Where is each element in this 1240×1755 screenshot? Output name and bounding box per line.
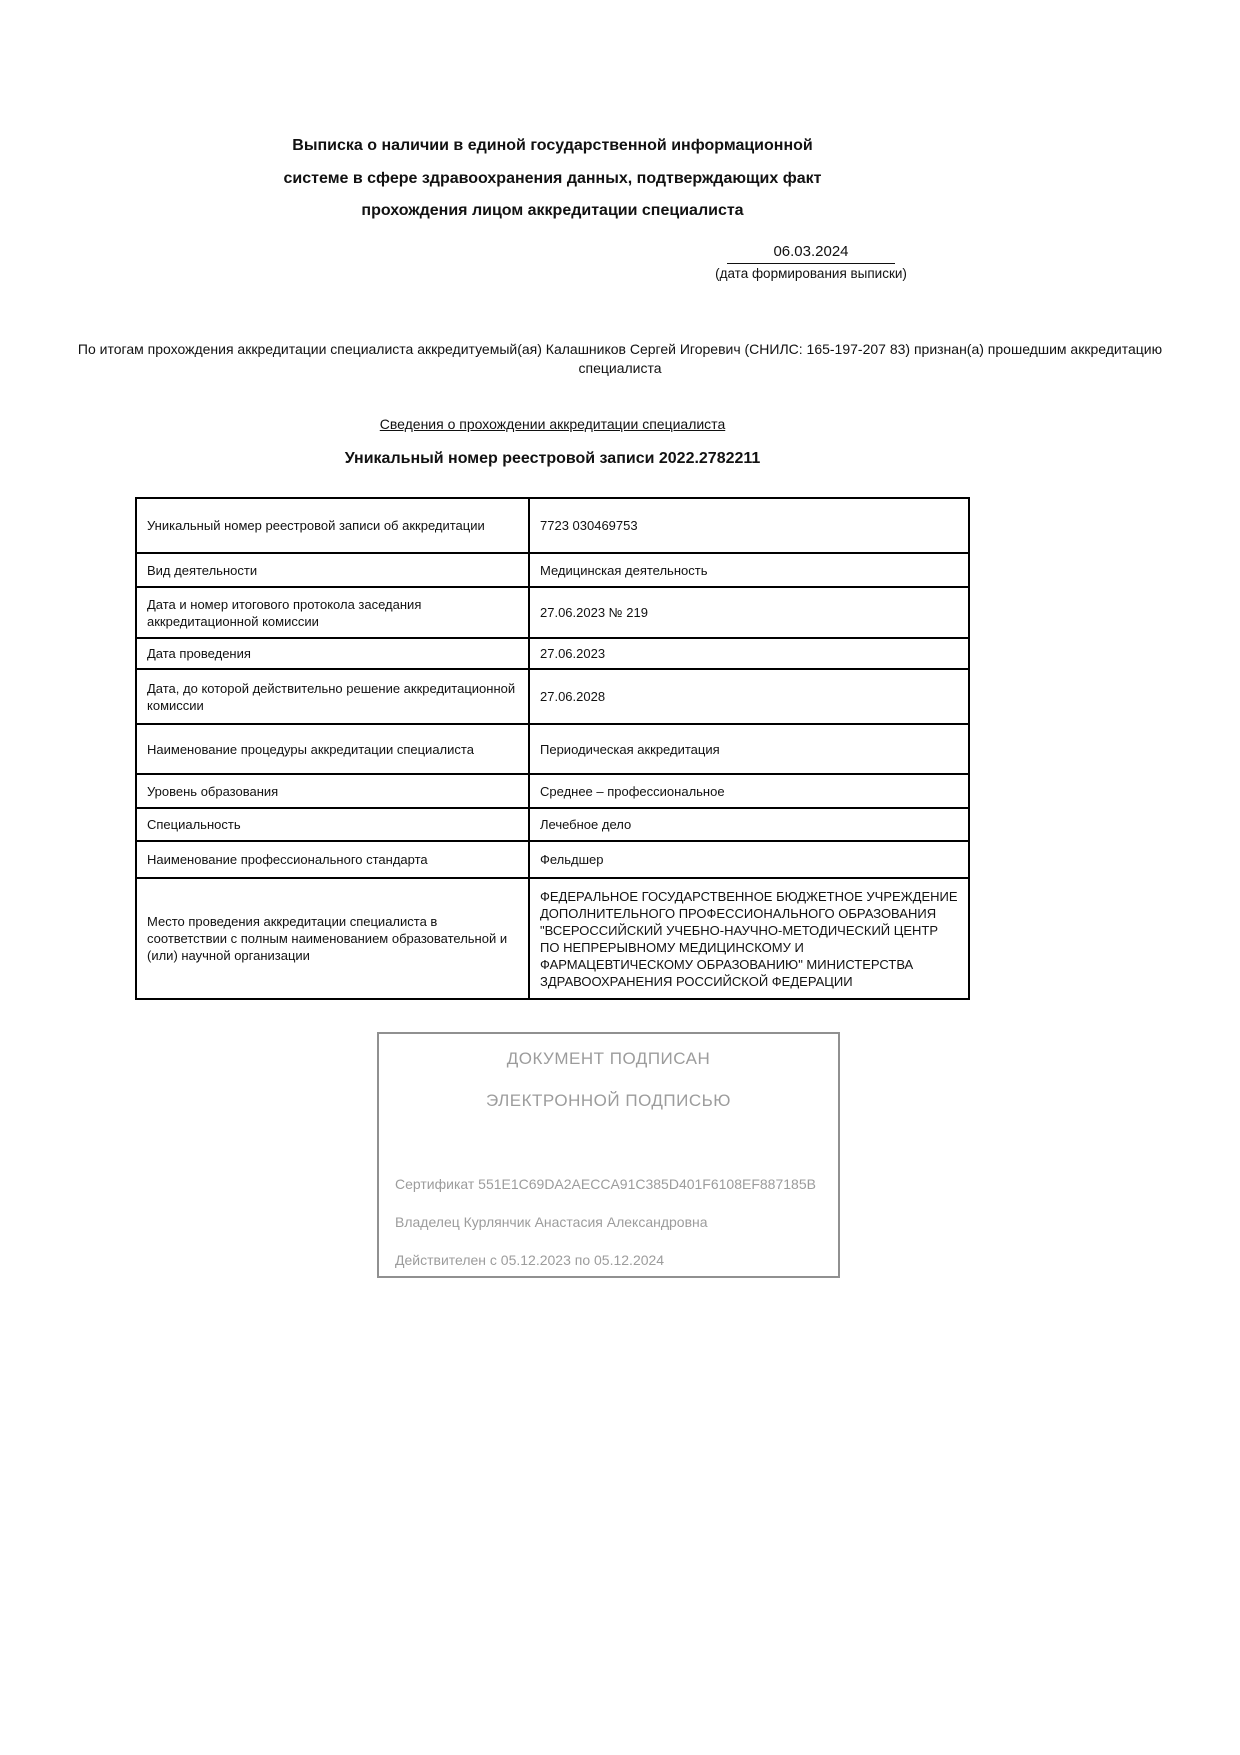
document-title-line-2: системе в сфере здравоохранения данных, подтверждающих факт — [283, 169, 822, 187]
table-row — [136, 724, 969, 774]
accreditation-details-table — [135, 497, 970, 1000]
signature-heading-line-1: ДОКУМЕНТ ПОДПИСАН — [506, 1049, 711, 1068]
issue-date-block — [661, 243, 961, 282]
signature-owner: Владелец Курлянчик Анастасия Александровна — [395, 1214, 708, 1230]
table-row — [136, 553, 969, 587]
row-label: Наименование процедуры аккредитации специалиста — [136, 724, 529, 774]
row-value: 7723 030469753 — [529, 498, 969, 553]
table-row — [136, 774, 969, 808]
table-row — [136, 498, 969, 553]
row-value: Среднее – профессиональное — [529, 774, 969, 808]
row-value: Лечебное дело — [529, 808, 969, 841]
row-label: Специальность — [136, 808, 529, 841]
row-value: Периодическая аккредитация — [529, 724, 969, 774]
row-label: Уровень образования — [136, 774, 529, 808]
issue-date: 06.03.2024 — [727, 243, 894, 264]
row-label: Вид деятельности — [136, 553, 529, 587]
row-label: Уникальный номер реестровой записи об аккредитации — [136, 498, 529, 553]
document-title-line-3: прохождения лицом аккредитации специалиста — [361, 202, 744, 219]
row-label: Наименование профессионального стандарта — [136, 841, 529, 878]
table-row — [136, 638, 969, 669]
row-value: ФЕДЕРАЛЬНОЕ ГОСУДАРСТВЕННОЕ БЮДЖЕТНОЕ УЧРЕЖДЕНИЕ ДОПОЛНИТЕЛЬНОГО ПРОФЕССИОНАЛЬНОГО ОБРАЗОВАНИЯ "ВСЕРОССИЙСКИЙ УЧЕБНО-НАУЧНО-МЕТОДИЧЕСКИЙ ЦЕНТР ПО НЕПРЕРЫВНОМУ МЕДИЦИНСКОМУ И ФАРМАЦЕВТИЧЕСКОМУ ОБРАЗОВАНИЮ" МИНИСТЕРСТВА ЗДРАВООХРАНЕНИЯ РОССИЙСКОЙ ФЕДЕРАЦИИ — [529, 878, 969, 999]
row-value: 27.06.2023 № 219 — [529, 587, 969, 638]
document-title — [120, 130, 985, 228]
signature-certificate: Сертификат 551E1C69DA2AECCA91C385D401F6108EF887185B — [395, 1176, 816, 1192]
row-label: Место проведения аккредитации специалиста в соответствии с полным наименованием образовательной и (или) научной организации — [136, 878, 529, 999]
row-value: 27.06.2028 — [529, 669, 969, 724]
registry-record-heading: Уникальный номер реестровой записи 2022.2782211 — [344, 450, 761, 467]
section-heading: Сведения о прохождении аккредитации специалиста — [379, 416, 726, 432]
row-label: Дата, до которой действительно решение аккредитационной комиссии — [136, 669, 529, 724]
issue-date-caption: (дата формирования выписки) — [715, 266, 907, 281]
row-label: Дата проведения — [136, 638, 529, 669]
electronic-signature-stamp — [377, 1032, 840, 1278]
row-value: Фельдшер — [529, 841, 969, 878]
table-row — [136, 808, 969, 841]
row-value: 27.06.2023 — [529, 638, 969, 669]
document-title-line-1: Выписка о наличии в единой государственной информационной — [292, 137, 813, 154]
accreditation-statement: По итогам прохождения аккредитации специалиста аккредитуемый(ая) Калашников Сергей Игоревич (СНИЛС: 165-197-207 83) признан(а) прошедшим аккредитацию специалиста — [77, 341, 1163, 376]
row-label: Дата и номер итогового протокола заседания аккредитационной комиссии — [136, 587, 529, 638]
signature-validity: Действителен с 05.12.2023 по 05.12.2024 — [395, 1252, 665, 1268]
table-row — [136, 669, 969, 724]
signature-heading-line-2: ЭЛЕКТРОННОЙ ПОДПИСЬЮ — [486, 1091, 731, 1110]
table-row — [136, 841, 969, 878]
table-row — [136, 878, 969, 999]
row-value: Медицинская деятельность — [529, 553, 969, 587]
table-row — [136, 587, 969, 638]
